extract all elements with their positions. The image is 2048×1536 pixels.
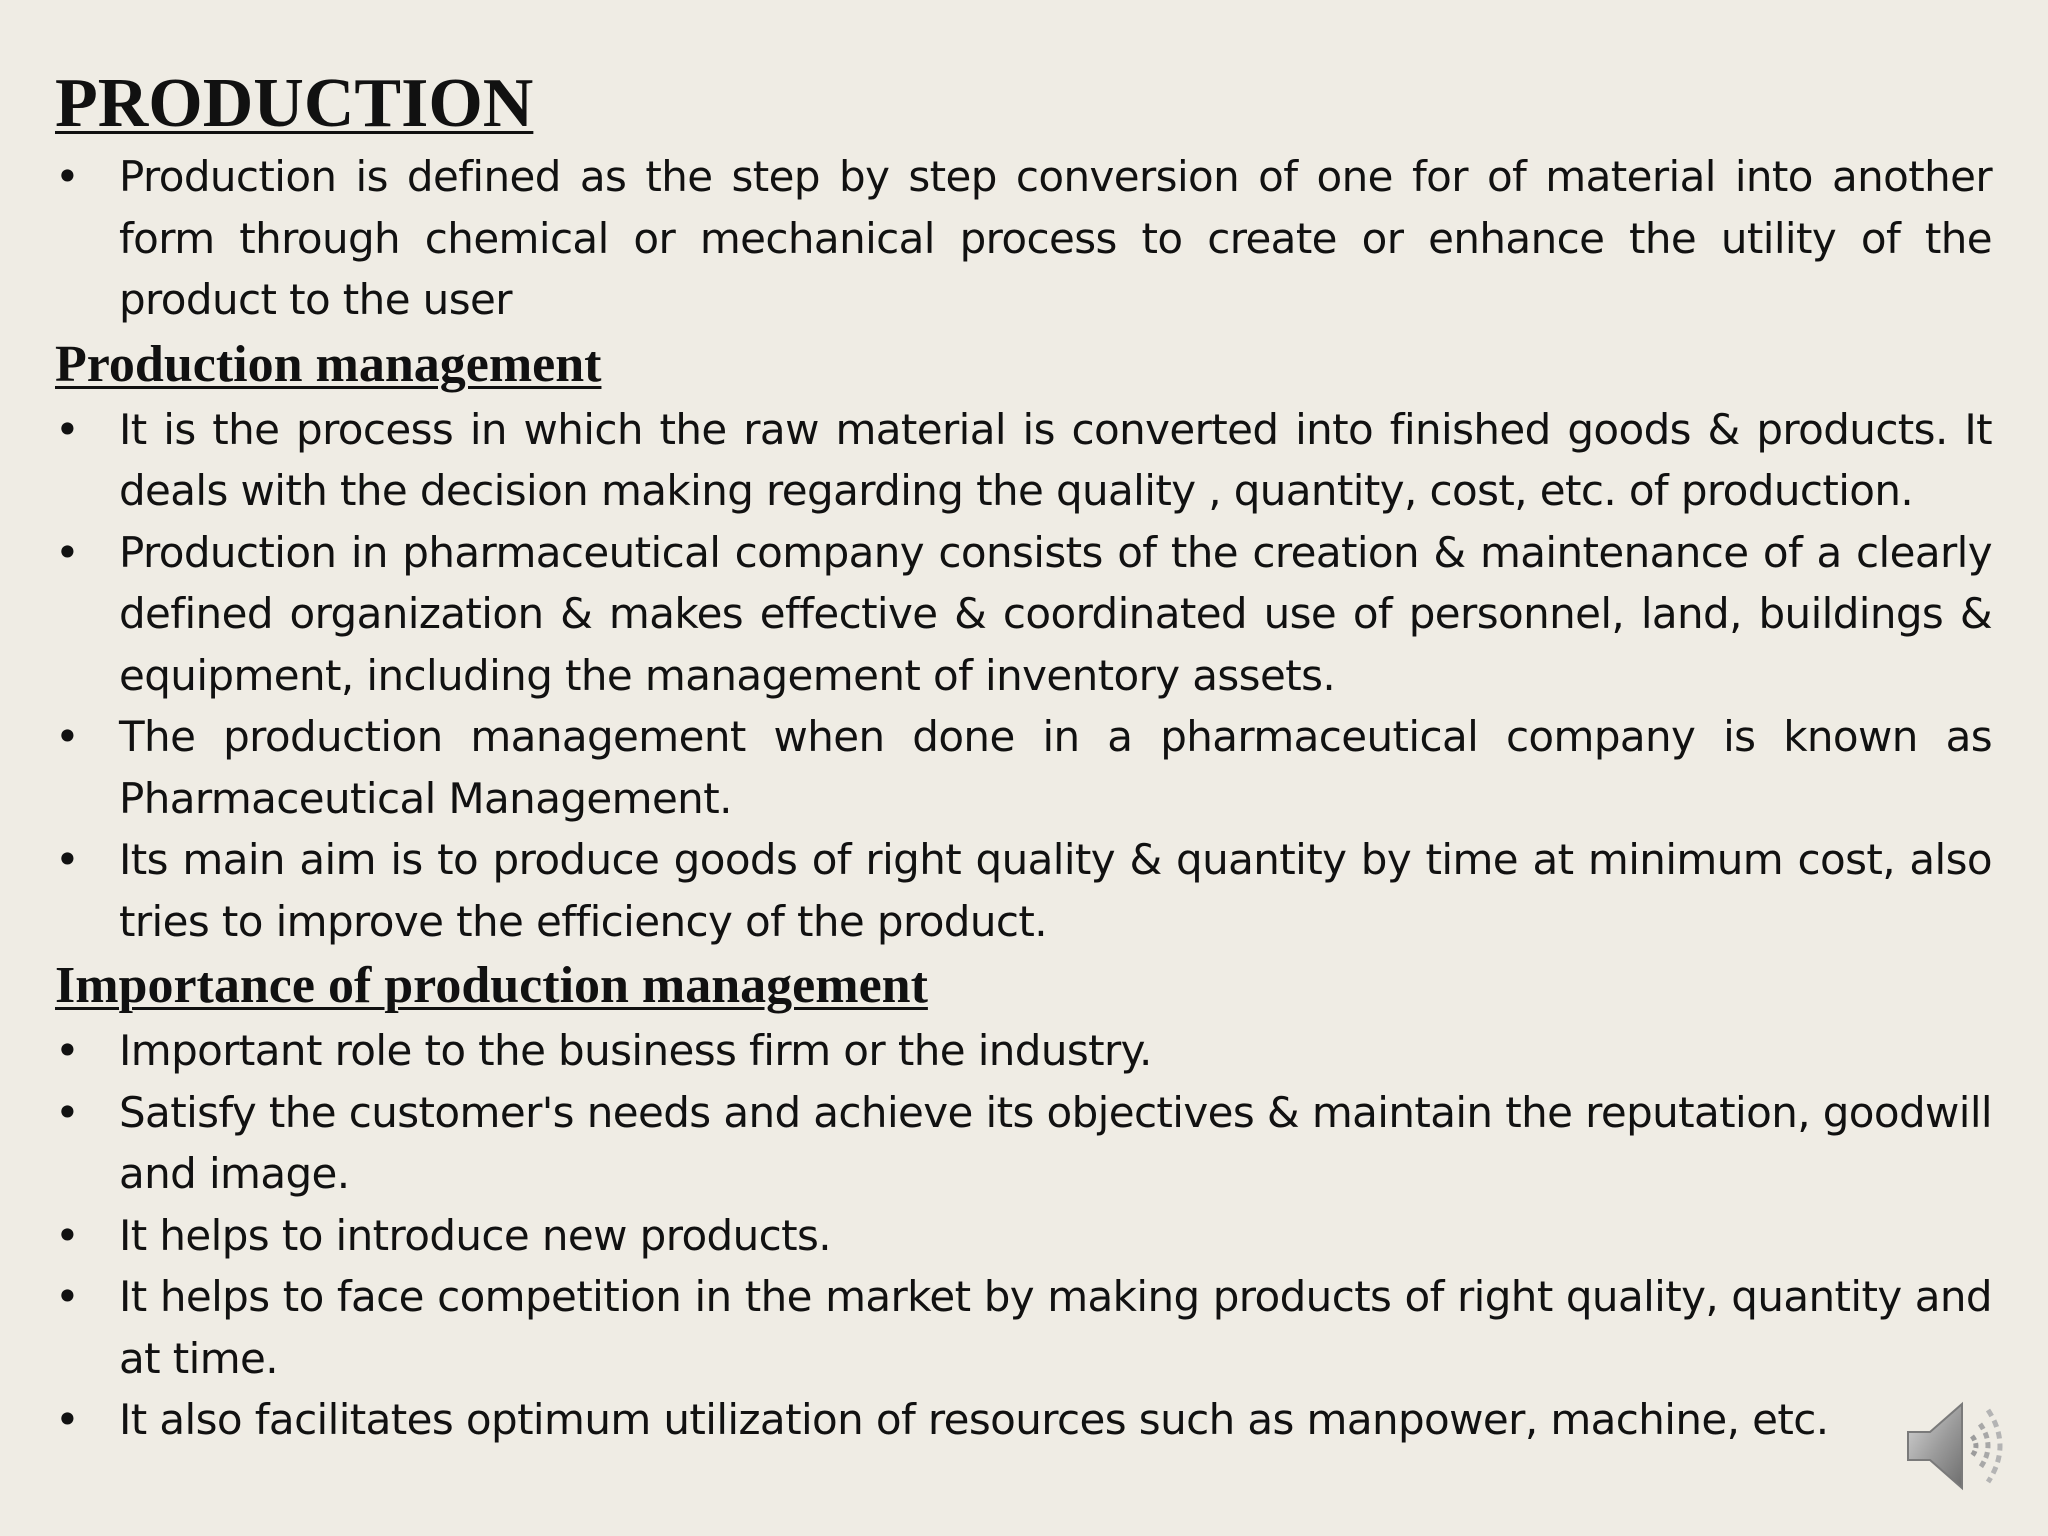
bullet-item	[55, 1020, 1992, 1082]
bullet-item	[55, 1205, 1992, 1267]
speaker-icon[interactable]	[1900, 1396, 2012, 1496]
bullet-glyph: •	[55, 527, 80, 577]
bullet-glyph: •	[55, 835, 80, 884]
bullet-text: It is the process in which the raw material is converted into finished goods & products. It deals with the decision making regarding the quality , quantity, cost, etc. of production.	[119, 404, 1992, 515]
bullet-glyph: •	[55, 1395, 80, 1444]
bullet-text: Production is defined as the step by step conversion of one for of material into another form through chemical or mechanical process to create or enhance the utility of the product to the user	[119, 152, 1992, 324]
bullet-text: It helps to face competition in the market by making products of right quality, quantity and at time.	[119, 1272, 1992, 1383]
section-heading-production-management: Production management	[55, 335, 602, 393]
section-heading-production: PRODUCTION	[55, 65, 534, 142]
bullet-glyph: •	[55, 1210, 80, 1260]
importance-bullet-list	[55, 1020, 1992, 1451]
bullet-item	[55, 829, 1992, 952]
bullet-item	[55, 146, 1992, 331]
bullet-glyph: •	[55, 152, 80, 201]
slide-content	[55, 62, 1992, 1451]
bullet-text: Important role to the business firm or the industry.	[119, 1026, 1152, 1075]
bullet-text: The production management when done in a pharmaceutical company is known as Pharmaceutical Management.	[119, 712, 1992, 823]
bullet-item	[55, 522, 1992, 707]
bullet-text: It also facilitates optimum utilization of resources such as manpower, machine, etc.	[119, 1395, 1829, 1444]
bullet-item	[55, 1082, 1992, 1205]
bullet-glyph: •	[55, 712, 80, 761]
section-heading-importance: Importance of production management	[55, 957, 928, 1014]
bullet-item	[55, 1266, 1992, 1389]
bullet-text: Its main aim is to produce goods of right quality & quantity by time at minimum cost, also tries to improve the efficiency of the product.	[119, 835, 1992, 946]
bullet-glyph: •	[55, 404, 80, 454]
bullet-glyph: •	[55, 1272, 80, 1321]
bullet-text: Satisfy the customer's needs and achieve its objectives & maintain the reputation, goodwill and image.	[119, 1087, 1992, 1198]
bullet-text: It helps to introduce new products.	[119, 1210, 832, 1260]
bullet-item	[55, 1389, 1992, 1451]
bullet-text: Production in pharmaceutical company consists of the creation & maintenance of a clearly defined organization & makes effective & coordinated use of personnel, land, buildings & equipment, including the management of inventory assets.	[119, 527, 1992, 700]
production-management-bullet-list	[55, 399, 1992, 953]
bullet-item	[55, 399, 1992, 522]
bullet-item	[55, 706, 1992, 829]
production-bullet-list	[55, 146, 1992, 331]
bullet-glyph: •	[55, 1087, 80, 1137]
bullet-glyph: •	[55, 1026, 80, 1075]
